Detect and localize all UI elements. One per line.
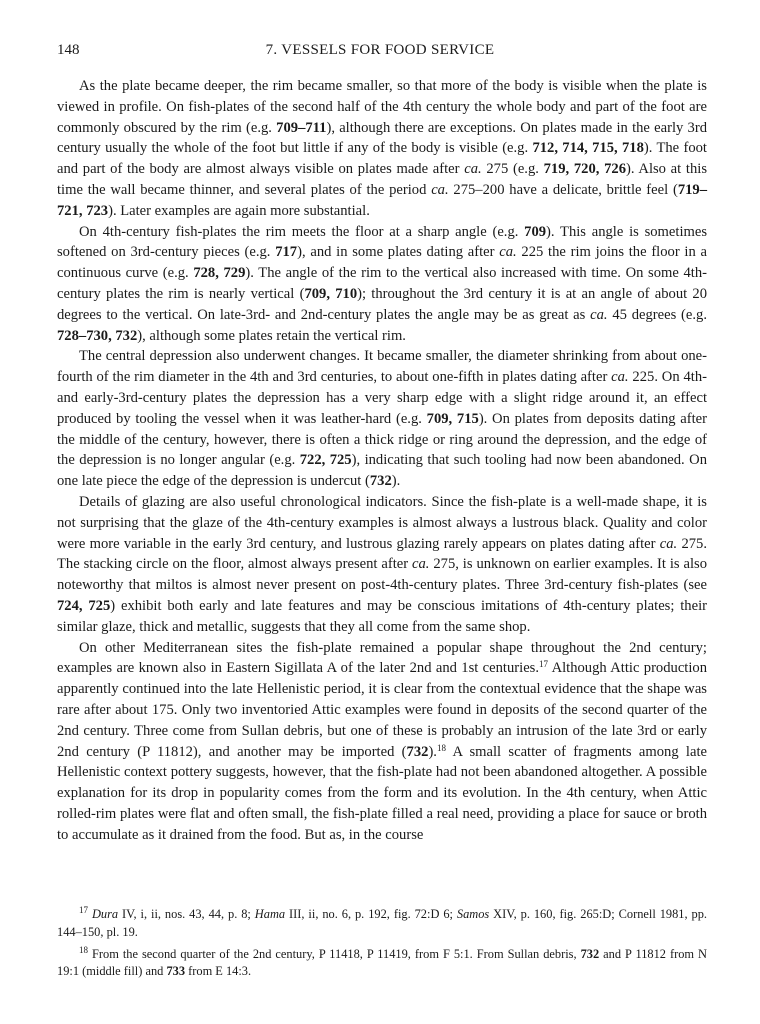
page-number: 148 (57, 42, 80, 58)
footnote-marker: 18 (79, 944, 88, 955)
catalogue-ref: 717 (275, 244, 298, 261)
text-run: Details of glazing are also useful chronological indicators. Since the fish-plate is a well-made shape, it is not surprising that the glaze of the 4th-century examples is almost always a lustrous black. Quality and color were more variable in the early 3rd century, and lustrous glazing rarely appears on plates dating after (57, 493, 707, 552)
text-run: ), and in some plates dating after (297, 244, 500, 261)
text-run: ). (391, 473, 401, 490)
text-run: A small scatter of fragments among late Hellenistic context pottery suggests, however, that the fish-plate had not been abandoned altogether. A possible explanation for its drop in popularity comes from the form and its evolution. In the 4th century, when Attic rolled-rim plates were flat and often small, the fish-plate filled a real need, providing a place for sauce or broth to accumulate as it drained from the food. But as, in the course (57, 743, 707, 843)
text-run: ), indicating that such tooling had now been abandoned. On one late piece the edge of the depression is undercut ( (57, 452, 707, 490)
main-text (57, 76, 707, 845)
text-run: from E 14:3. (185, 964, 252, 979)
text-run: From the second quarter of the 2nd century, P 11418, P 11419, from F 5:1. From Sullan debris, (88, 946, 581, 961)
text-run: 275. The stacking circle on the floor, almost always present after (57, 535, 708, 573)
catalogue-ref: 722, 725 (299, 452, 352, 469)
text-run: The central depression also underwent changes. It became smaller, the diameter shrinking from about one-fourth of the rim diameter in the 4th and 3rd centuries, to about one-fifth in plates dating after (57, 348, 707, 386)
catalogue-ref: 719–721, 723 (57, 181, 708, 219)
text-run: III, ii, no. 6, p. 192, fig. 72:D 6; (285, 907, 457, 921)
text-run: ). Later examples are again more substantial. (108, 202, 370, 219)
text-run: 45 degrees (e.g. (607, 306, 707, 323)
text-run: ). The angle of the rim to the vertical also increased with time. On some 4th-century plates the rim is nearly vertical ( (57, 265, 708, 302)
text-run: Although Attic production apparently continued into the late Hellenistic period, it is clear from the contextual evidence that the shape was rare after about 175. Only two inventoried Attic examples were found in deposits of the second quarter of the 2nd century. Three come from Sullan debris, but one of these is probably an intrusion of the late 3rd or early 2nd century (P 11812), and another may be imported ( (57, 660, 708, 760)
footnotes (57, 906, 707, 985)
text-run: 275 (e.g. (481, 161, 544, 178)
catalogue-ref: 724, 725 (57, 597, 111, 614)
page-header (57, 42, 703, 62)
catalogue-ref: 709–711 (276, 119, 327, 136)
text-run: and P 11812 from N 19:1 (middle fill) and (57, 946, 707, 979)
paragraph (57, 76, 707, 222)
text-run: ). (428, 743, 437, 760)
text-run: IV, i, ii, nos. 43, 44, p. 8; (118, 907, 255, 921)
running-head: 7. VESSELS FOR FOOD SERVICE (265, 42, 495, 58)
text-run: ). The foot and part of the body are almost always visible on plates made after (57, 140, 707, 178)
catalogue-ref: 709 (524, 223, 547, 240)
text-run: 275, is unknown on earlier examples. It is also noteworthy that miltos is almost never present on post-4th-century plates. Three 3rd-century fish-plates (see (57, 556, 707, 594)
catalogue-ref: 709, 715 (426, 410, 479, 427)
text-run: On 4th-century fish-plates the rim meets the floor at a sharp angle (e.g. (79, 223, 525, 240)
text-run: ). This angle is sometimes softened on 3rd-century pieces (e.g. (57, 223, 708, 261)
italic-text: Hama (254, 907, 286, 921)
paragraph (57, 638, 707, 846)
italic-text: ca. (590, 306, 608, 323)
text-run: ). On plates from deposits dating after the middle of the century, however, there is often a thick ridge or ring around the depression, and the edge of the depression is no longer angular (e.g. (57, 410, 708, 469)
footnote-17 (57, 906, 707, 942)
catalogue-ref: 728, 729 (193, 265, 246, 282)
italic-text: ca. (499, 244, 517, 261)
catalogue-ref: 732 (580, 946, 600, 961)
catalogue-ref: 728–730, 732 (57, 327, 138, 344)
footnote-marker: 17 (79, 905, 88, 915)
text-run: ), although there are exceptions. On plates made in the early 3rd century usually the whole of the foot but little if any of the body is visible (e.g. (57, 119, 707, 157)
footnote-marker: 17 (539, 659, 549, 670)
italic-text: Samos (456, 907, 490, 921)
footnote-18 (57, 946, 707, 982)
italic-text: ca. (611, 369, 629, 386)
paragraph (57, 346, 707, 492)
catalogue-ref: 712, 714, 715, 718 (532, 140, 644, 157)
paragraph (57, 492, 707, 638)
text-run: 275–200 have a delicate, brittle feel ( (448, 181, 678, 198)
footnote-marker: 18 (436, 742, 446, 753)
text-run: ); throughout the 3rd century it is at an angle of about 20 degrees to the vertical. On late-3rd- and 2nd-century plates the angle may be as great as (57, 285, 708, 323)
catalogue-ref: 733 (166, 964, 186, 979)
text-run: ). Also at this time the wall became thinner, and several plates of the period (57, 161, 708, 198)
text-run: As the plate became deeper, the rim became smaller, so that more of the body is visible when the plate is viewed in profile. On fish-plates of the second half of the 4th century the whole body and part of the foot are commonly obscured by the rim (e.g. (57, 78, 707, 136)
text-run: 225 the rim joins the floor in a continuous curve (e.g. (57, 244, 707, 282)
italic-text: ca. (412, 556, 430, 573)
catalogue-ref: 732 (406, 743, 429, 760)
text-run: ) exhibit both early and late features and may be conscious imitations of 4th-century plates; their similar glaze, thick and metallic, suggests that they all come from the same shop. (57, 597, 707, 635)
catalogue-ref: 732 (369, 473, 392, 490)
paragraph (57, 222, 707, 347)
text-run: XIV, p. 160, fig. 265:D; Cornell 1981, pp. 144–150, pl. 19. (57, 907, 707, 939)
italic-text: ca. (659, 535, 678, 552)
italic-text: ca. (431, 181, 449, 198)
text-run: 225. On 4th- and early-3rd-century plates the depression has a very sharp edge with a slight ridge around it, an effect produced by tooling the vessel when it was leather-hard (e.g. (57, 369, 707, 427)
italic-text: ca. (464, 161, 482, 178)
italic-text: Dura (91, 907, 119, 921)
catalogue-ref: 719, 720, 726 (543, 161, 626, 178)
text-run: On other Mediterranean sites the fish-plate remained a popular shape throughout the 2nd century; examples are known also in Eastern Sigillata A of the later 2nd and 1st centuries. (57, 639, 707, 677)
text-run: ), although some plates retain the vertical rim. (137, 327, 406, 344)
catalogue-ref: 709, 710 (304, 285, 358, 302)
